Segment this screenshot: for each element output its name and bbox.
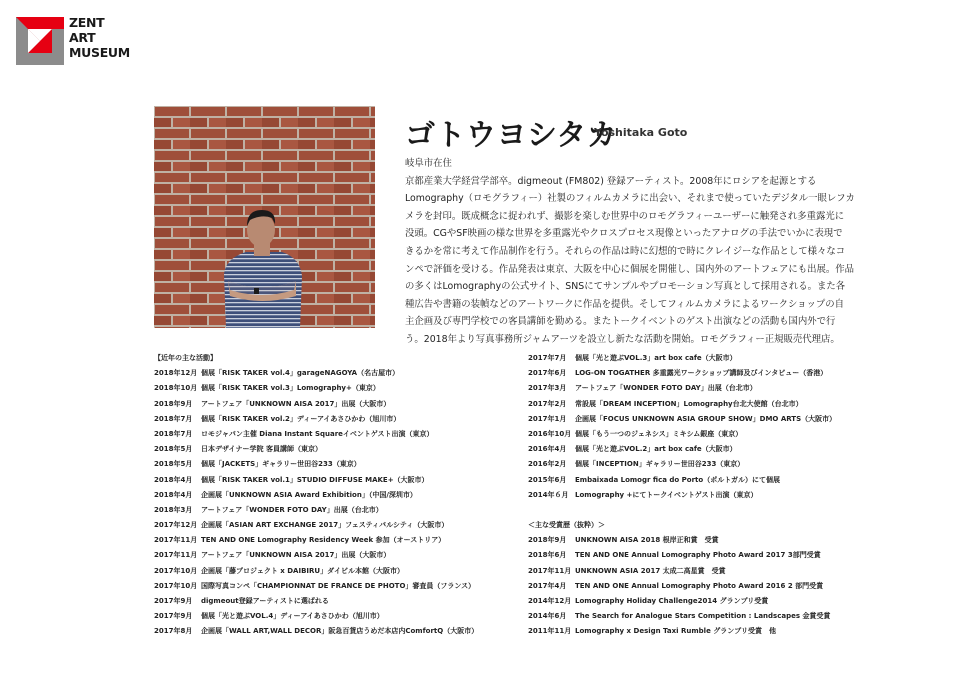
award-date: 2017年4月 — [528, 581, 567, 590]
activity-row — [154, 503, 514, 518]
activity-row — [154, 518, 514, 533]
activity-date: 2017年11月 — [154, 536, 198, 545]
activity-date: 2018年4月 — [154, 490, 193, 499]
activity-text: 個展「INCEPTION」ギャラリー世田谷233（東京） — [575, 460, 745, 469]
activity-text: Embaixada Lomogr fica do Porto（ポルトガル）にて個展 — [575, 475, 780, 484]
activity-row — [528, 473, 908, 488]
activity-row — [154, 397, 514, 412]
activity-row — [528, 412, 908, 427]
activity-text: 個展「RISK TAKER vol.3」Lomography+（東京） — [201, 384, 380, 393]
activity-date: 2017年10月 — [154, 581, 198, 590]
artist-biography — [405, 155, 885, 349]
activity-text: 日本デザイナー学院 客員講師（東京） — [201, 445, 322, 454]
activity-date: 2018年10月 — [154, 384, 198, 393]
artist-name-english: Yoshitaka Goto — [594, 126, 688, 139]
activities-list-right — [528, 351, 908, 640]
activity-text: アートフェア「WONDER FOTO DAY」出展（台北市） — [201, 505, 383, 514]
activity-date: 2018年3月 — [154, 505, 193, 514]
activity-text: Lomography +にてトークイベントゲスト出演（東京） — [575, 490, 758, 499]
activity-text: 企画展「藤プロジェクト x DAIBIRU」ダイビル本館（大阪市） — [201, 566, 404, 575]
award-row — [528, 579, 908, 594]
activity-row — [528, 457, 908, 472]
activity-date: 2018年9月 — [154, 399, 193, 408]
activity-row — [154, 579, 514, 594]
activity-row — [154, 609, 514, 624]
award-row — [528, 624, 908, 639]
activity-date: 2018年5月 — [154, 445, 193, 454]
activity-row — [154, 442, 514, 457]
bio-line: ンペで評価を受ける。作品発表は東京、大阪を中心に個展を開催し、国内外のアートフェアにも出展。作品 — [405, 263, 854, 275]
activity-date: 2018年7月 — [154, 429, 193, 438]
activity-row — [154, 366, 514, 381]
award-row — [528, 533, 908, 548]
activity-row — [528, 351, 908, 366]
activity-text: 個展「光と遊ぶVOL.2」art box cafe（大阪市） — [575, 445, 737, 454]
activity-text: 企画展「WALL ART,WALL DECOR」阪急百貨店うめだ本店内ComfortQ（大阪市） — [201, 627, 479, 636]
activity-row — [154, 488, 514, 503]
activity-date: 2016年4月 — [528, 445, 567, 454]
award-date: 2014年6月 — [528, 612, 567, 621]
award-text: UNKNOWN AISA 2018 根岸正和賞 受賞 — [575, 536, 719, 545]
activity-text: LOG-ON TOGATHER 多重露光ワークショップ講師及びインタビュー（香港） — [575, 369, 828, 378]
activity-date: 2017年7月 — [528, 354, 567, 362]
activity-text: digmeout登録アーティストに選ばれる — [201, 597, 329, 605]
bio-line: 種広告や書籍の装幀などのアートワークに作品を提供。そしてフィルムカメラによるワークショップの自 — [405, 298, 845, 310]
award-date: 2011年11月 — [528, 627, 572, 636]
activity-text: アートフェア「UNKNOWN AISA 2017」出展（大阪市） — [201, 551, 391, 560]
activity-text: 個展「光と遊ぶVOL.4」ディーアイあさひかわ（旭川市） — [201, 612, 384, 621]
award-text: Lomography x Design Taxi Rumble グランプリ受賞 他 — [575, 627, 776, 636]
activity-text: 企画展「ASIAN ART EXCHANGE 2017」フェスティバルシティ（大阪市） — [201, 521, 449, 530]
award-text: TEN AND ONE Annual Lomography Photo Award 2016 2 部門受賞 — [575, 581, 824, 590]
logo-line-2: ART — [69, 30, 96, 45]
award-text: UNKNOWN ASIA 2017 太成二高星賞 受賞 — [575, 566, 726, 575]
activity-row — [528, 442, 908, 457]
activity-row — [154, 564, 514, 579]
activity-date: 2017年10月 — [154, 566, 198, 575]
activity-text: アートフェア「WONDER FOTO DAY」出展（台北市） — [575, 384, 757, 393]
activity-text: 個展「RISK TAKER vol.2」ディーアイあさひかわ（旭川市） — [201, 414, 401, 423]
award-text: The Search for Analogue Stars Competition : Landscapes 金賞受賞 — [575, 612, 831, 621]
bio-line: 没頭。CGやSF映画の様な世界を多重露光やクロスプロセス現像といったアナログの手法でいかに表現で — [405, 228, 843, 240]
award-row — [528, 564, 908, 579]
activity-date: 2018年7月 — [154, 414, 193, 423]
activity-date: 2018年5月 — [154, 460, 193, 469]
award-date: 2014年12月 — [528, 597, 572, 605]
activity-row — [154, 624, 514, 639]
activity-date: 2018年12月 — [154, 369, 198, 378]
activity-text: 企画展「FOCUS UNKNOWN ASIA GROUP SHOW」DMO ARTS（大阪市） — [575, 414, 837, 423]
activities-heading: 【近年の主な活動】 — [154, 354, 217, 362]
activity-text: 個展「光と遊ぶVOL.3」art box cafe（大阪市） — [575, 354, 737, 362]
activity-date: 2017年9月 — [154, 597, 193, 605]
activity-row — [154, 473, 514, 488]
activity-date: 2017年9月 — [154, 612, 193, 621]
activity-date: 2017年3月 — [528, 384, 567, 393]
award-date: 2018年9月 — [528, 536, 567, 545]
award-date: 2018年6月 — [528, 551, 567, 560]
spacer — [528, 503, 908, 518]
artist-portrait-photo — [154, 106, 375, 328]
bio-line: 京都産業大学経営学部卒。digmeout (FM802) 登録アーティスト。2008年にロシアを起源とする — [405, 175, 817, 187]
activity-date: 2017年6月 — [528, 369, 567, 378]
activity-text: 個展「RISK TAKER vol.4」garageNAGOYA（名古屋市） — [201, 369, 400, 378]
activity-row — [154, 412, 514, 427]
activity-date: 2017年8月 — [154, 627, 193, 636]
bio-line: 主企画及び専門学校での客員講師を勤める。またトークイベントのゲスト出演などの活動も国内外で行 — [405, 316, 836, 328]
activity-text: 常設展「DREAM INCEPTION」Lomography台北大使館（台北市） — [575, 399, 803, 408]
activity-date: 2014年６月 — [528, 490, 569, 499]
bio-line: きるかを常に考えて作品制作を行う。それらの作品は時に幻想的で時にクレイジーな作品として様々なコ — [405, 245, 846, 257]
bio-line: 岐阜市在住 — [405, 158, 452, 169]
activity-row — [154, 533, 514, 548]
activity-text: 個展「もう一つのジェネシス」ミキシム銀座（東京） — [575, 429, 743, 438]
activity-text: アートフェア「UNKNOWN AISA 2017」出展（大阪市） — [201, 399, 391, 408]
museum-logo — [16, 17, 130, 65]
bio-line: う。2018年より写真事務所ジャムアーツを設立し新たな活動を開始。ロモグラフィー正規販売代理店。 — [405, 333, 840, 345]
activity-date: 2017年12月 — [154, 521, 198, 530]
activity-date: 2017年2月 — [528, 399, 567, 408]
awards-heading: ＜主な受賞歴（抜粋）＞ — [528, 521, 605, 530]
activity-row — [528, 488, 908, 503]
activity-row — [154, 427, 514, 442]
award-date: 2017年11月 — [528, 566, 572, 575]
bio-line: の多くはLomographyの公式サイト、SNSにてサンプルやプロモーション写真として採用される。また各 — [405, 281, 846, 293]
activity-row — [154, 594, 514, 609]
activity-date: 2016年2月 — [528, 460, 567, 469]
logo-line-1: ZENT — [69, 15, 105, 30]
activity-row — [154, 381, 514, 396]
activity-row — [154, 548, 514, 563]
activity-date: 2015年6月 — [528, 475, 567, 484]
activity-text: 企画展「UNKNOWN ASIA Award Exhibition」（中国/深圳市） — [201, 490, 417, 499]
activity-text: ロモジャパン主催 Diana Instant Squareイベントゲスト出演（東京） — [201, 429, 434, 438]
activity-row — [528, 366, 908, 381]
activity-date: 2016年10月 — [528, 429, 572, 438]
activity-row — [528, 397, 908, 412]
award-row — [528, 548, 908, 563]
activity-row — [528, 427, 908, 442]
bio-line: Lomography（ロモグラフィー）社製のフィルムカメラに出会い、それまで使っていたデジタル一眼レフカ — [405, 193, 855, 205]
activity-date: 2017年1月 — [528, 414, 567, 423]
award-row — [528, 594, 908, 609]
activity-row — [528, 381, 908, 396]
activities-list-left — [154, 351, 514, 640]
activity-text: 国際写真コンペ「CHAMPIONNAT DE FRANCE DE PHOTO」審査員（フランス） — [201, 581, 476, 590]
bio-line: メラを封印。既成概念に捉われず、撮影を楽しむ世界中のロモグラフィーユーザーに触発され多重露光に — [405, 210, 845, 222]
logo-mark-icon — [16, 17, 64, 65]
activity-row — [154, 457, 514, 472]
award-text: Lomography Holiday Challenge2014 グランプリ受賞 — [575, 597, 769, 605]
award-row — [528, 609, 908, 624]
logo-wordmark — [69, 15, 130, 60]
award-text: TEN AND ONE Annual Lomography Photo Award 2017 3部門受賞 — [575, 551, 821, 560]
activity-date: 2017年11月 — [154, 551, 198, 560]
activity-text: 個展「RISK TAKER vol.1」STUDIO DIFFUSE MAKE+（大阪市） — [201, 475, 429, 484]
activity-date: 2018年4月 — [154, 475, 193, 484]
activity-text: TEN AND ONE Lomography Residency Week 参加（オーストリア） — [201, 536, 446, 545]
activity-text: 個展「JACKETS」ギャラリー世田谷233（東京） — [201, 460, 361, 469]
logo-line-3: MUSEUM — [69, 45, 130, 60]
artist-name-japanese: ゴトウヨシタカ — [405, 118, 618, 153]
